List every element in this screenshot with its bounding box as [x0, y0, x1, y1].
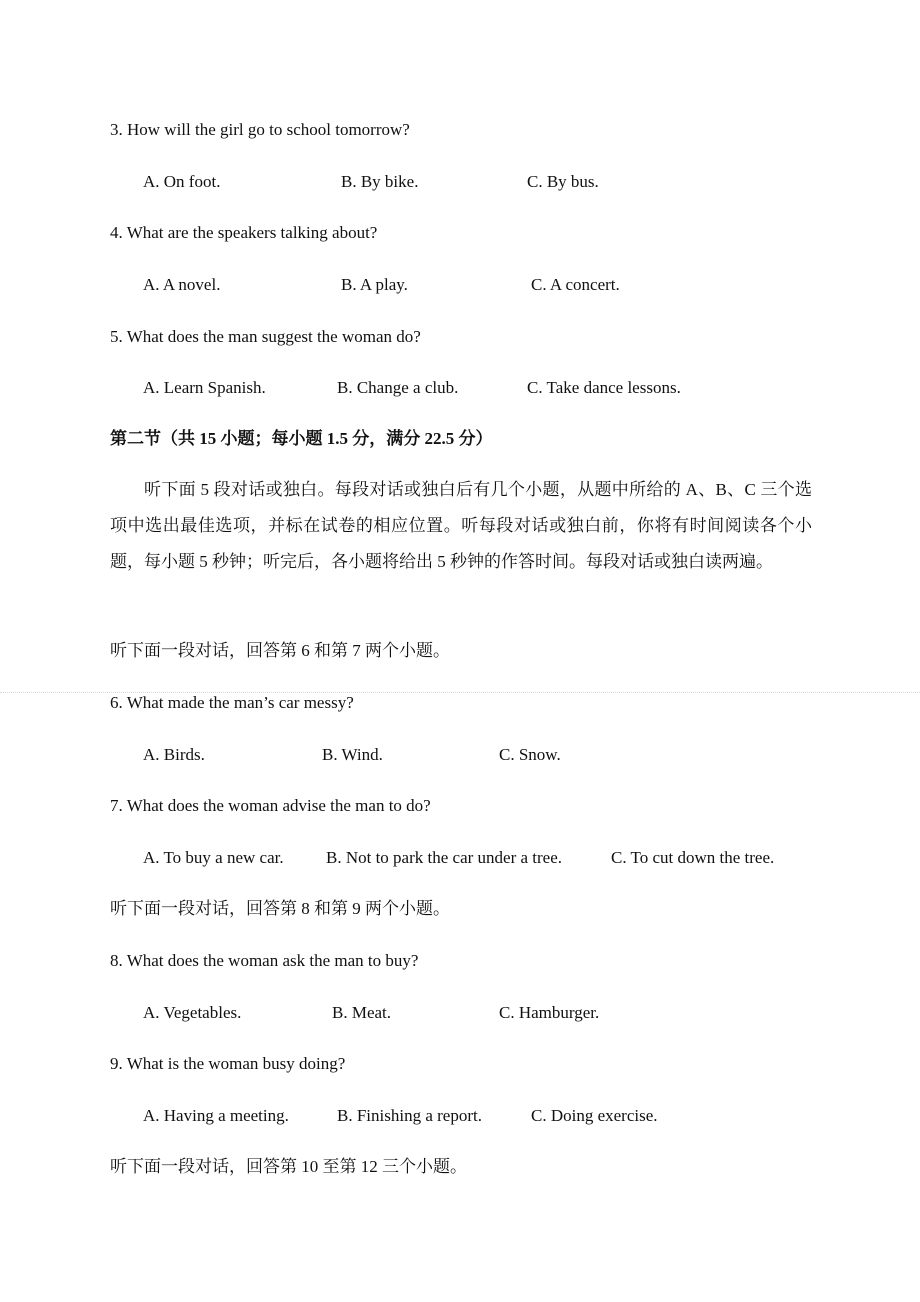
question-7-option-a: A. To buy a new car.	[143, 848, 284, 867]
section-2-instructions: 听下面 5 段对话或独白。每段对话或独白后有几个小题，从题中所给的 A、B、C 三个选项中选出最佳选项，并标在试卷的相应位置。听每段对话或独白前，你将有时间阅读各个小题，每小题 5 秒钟；听完后，各小题将给出 5 秒钟的作答时间。每段对话或独白读两遍。	[110, 480, 812, 571]
question-4-option-c: C. A concert.	[531, 275, 620, 294]
question-7-option-c: C. To cut down the tree.	[611, 848, 775, 867]
prompt-questions-6-7: 听下面一段对话，回答第 6 和第 7 两个小题。	[110, 641, 450, 660]
question-3-option-b: B. By bike.	[341, 172, 419, 191]
question-6-option-c: C. Snow.	[499, 745, 561, 764]
question-9-option-a: A. Having a meeting.	[143, 1106, 289, 1125]
question-9-option-c: C. Doing exercise.	[531, 1106, 658, 1125]
question-4-stem: 4. What are the speakers talking about?	[110, 223, 378, 242]
question-9-stem: 9. What is the woman busy doing?	[110, 1054, 346, 1073]
question-3-stem: 3. How will the girl go to school tomorrow?	[110, 120, 410, 139]
question-5-option-c: C. Take dance lessons.	[527, 378, 681, 397]
question-4-option-a: A. A novel.	[143, 275, 221, 294]
question-6-option-a: A. Birds.	[143, 745, 205, 764]
question-8-option-b: B. Meat.	[332, 1003, 392, 1022]
question-6-option-b: B. Wind.	[322, 745, 383, 764]
question-7-option-b: B. Not to park the car under a tree.	[326, 848, 563, 867]
question-5-stem: 5. What does the man suggest the woman do?	[110, 327, 421, 346]
question-7-stem: 7. What does the woman advise the man to do?	[110, 796, 431, 815]
question-4-option-b: B. A play.	[341, 275, 408, 294]
question-8-stem: 8. What does the woman ask the man to buy?	[110, 951, 419, 970]
question-5-option-b: B. Change a club.	[337, 378, 459, 397]
prompt-questions-10-12: 听下面一段对话，回答第 10 至第 12 三个小题。	[110, 1157, 467, 1176]
question-5-option-a: A. Learn Spanish.	[143, 378, 266, 397]
question-3-option-c: C. By bus.	[527, 172, 599, 191]
section-2-heading: 第二节（共 15 小题；每小题 1.5 分，满分 22.5 分）	[110, 429, 493, 448]
question-8-option-c: C. Hamburger.	[499, 1003, 600, 1022]
question-9-option-b: B. Finishing a report.	[337, 1106, 482, 1125]
question-8-option-a: A. Vegetables.	[143, 1003, 242, 1022]
question-3-option-a: A. On foot.	[143, 172, 221, 191]
question-6-stem: 6. What made the man’s car messy?	[110, 693, 354, 712]
prompt-questions-8-9: 听下面一段对话，回答第 8 和第 9 两个小题。	[110, 899, 450, 918]
